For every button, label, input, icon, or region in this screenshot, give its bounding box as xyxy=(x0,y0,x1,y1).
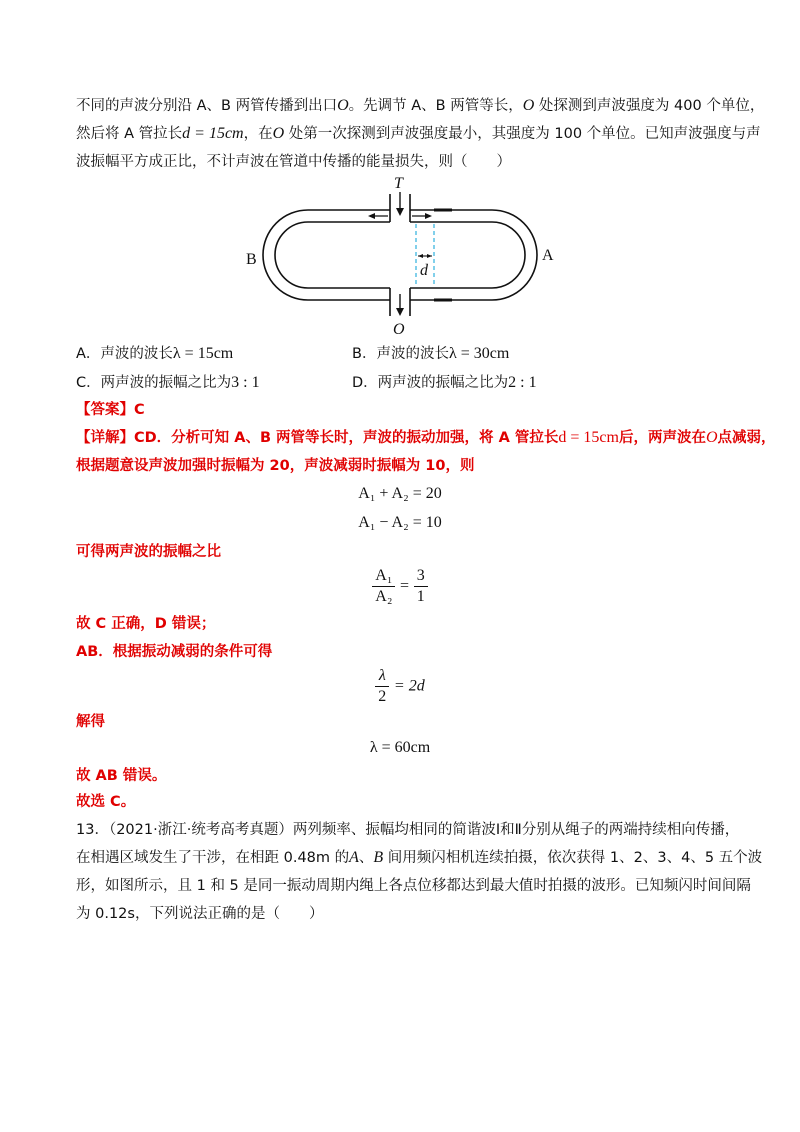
ratio-fraction: $\frac{\text{A₁}}{\text{A₂}}$ = $\frac{3}{1}$ xyxy=(0,566,800,607)
explanation-line4: 故 C 正确，D 错误； xyxy=(76,616,216,632)
explanation-line8: 故选 C。 xyxy=(76,794,136,810)
outer-tube-wall xyxy=(263,210,390,300)
problem13-line3: 形，如图所示，且 1 和 5 是同一振动周期内绳上各点位移都达到最大值时拍摄的波形。已知频闪时间间隔 xyxy=(76,878,751,894)
label-O: O xyxy=(393,321,405,338)
lambda-fraction: $\frac{\lambda}{2}$ = 2d xyxy=(0,666,800,707)
explanation-line2: 根据题意设声波加强时振幅为 20，声波减弱时振幅为 10，则 xyxy=(76,458,475,474)
explanation-line7: 故 AB 错误。 xyxy=(76,768,167,784)
label-T: T xyxy=(394,175,403,192)
label-A: A xyxy=(542,247,554,264)
equation-1: A₁ + A₂ = 20 xyxy=(358,485,442,502)
equation-3: λ = 60cm xyxy=(369,739,431,756)
problem12-line2: 然后将 A 管拉长d = 15cm，在O 处第一次探测到声波强度最小，其强度为 100 个单位。已知声波强度与声 xyxy=(76,125,761,142)
explanation-line6: 解得 xyxy=(76,714,105,730)
equation-2: A₁ − A₂ = 10 xyxy=(358,514,442,531)
option-c[interactable]: C．两声波的振幅之比为3 : 1 xyxy=(76,374,260,391)
label-B: B xyxy=(246,251,257,268)
option-b[interactable]: B．声波的波长λ = 30cm xyxy=(352,345,510,362)
tube-diagram xyxy=(230,172,570,340)
explanation-line3: 可得两声波的振幅之比 xyxy=(76,544,221,560)
explanation-line5: AB．根据振动减弱的条件可得 xyxy=(76,644,273,660)
problem12-line1: 不同的声波分别沿 A、B 两管传播到出口O。先调节 A、B 两管等长，O 处探测到声波强度为 400 个单位， xyxy=(76,97,765,114)
option-d[interactable]: D．两声波的振幅之比为2 : 1 xyxy=(352,374,537,391)
answer-label: 【答案】C xyxy=(76,402,145,418)
label-d: d xyxy=(420,262,428,279)
problem13-line4: 为 0.12s，下列说法正确的是（ ） xyxy=(76,906,324,922)
inner-tube-wall xyxy=(275,222,390,288)
problem13-line2: 在相遇区域发生了干涉，在相距 0.48m 的A、B 间用频闪相机连续拍摄，依次获得 1、2、3、4、5 五个波 xyxy=(76,849,763,866)
explanation-line1: 【详解】CD．分析可知 A、B 两管等长时，声波的振动加强，将 A 管拉长d = 15cm后，两声波在O点减弱， xyxy=(76,429,776,446)
option-a[interactable]: A．声波的波长λ = 15cm xyxy=(76,345,234,362)
problem13-line1: 13．（2021·浙江·统考高考真题）两列频率、振幅均相同的简谐波Ⅰ和Ⅱ分别从绳子的两端持续相向传播， xyxy=(76,822,740,838)
problem12-line3: 波振幅平方成正比，不计声波在管道中传播的能量损失，则（ ） xyxy=(76,154,511,170)
